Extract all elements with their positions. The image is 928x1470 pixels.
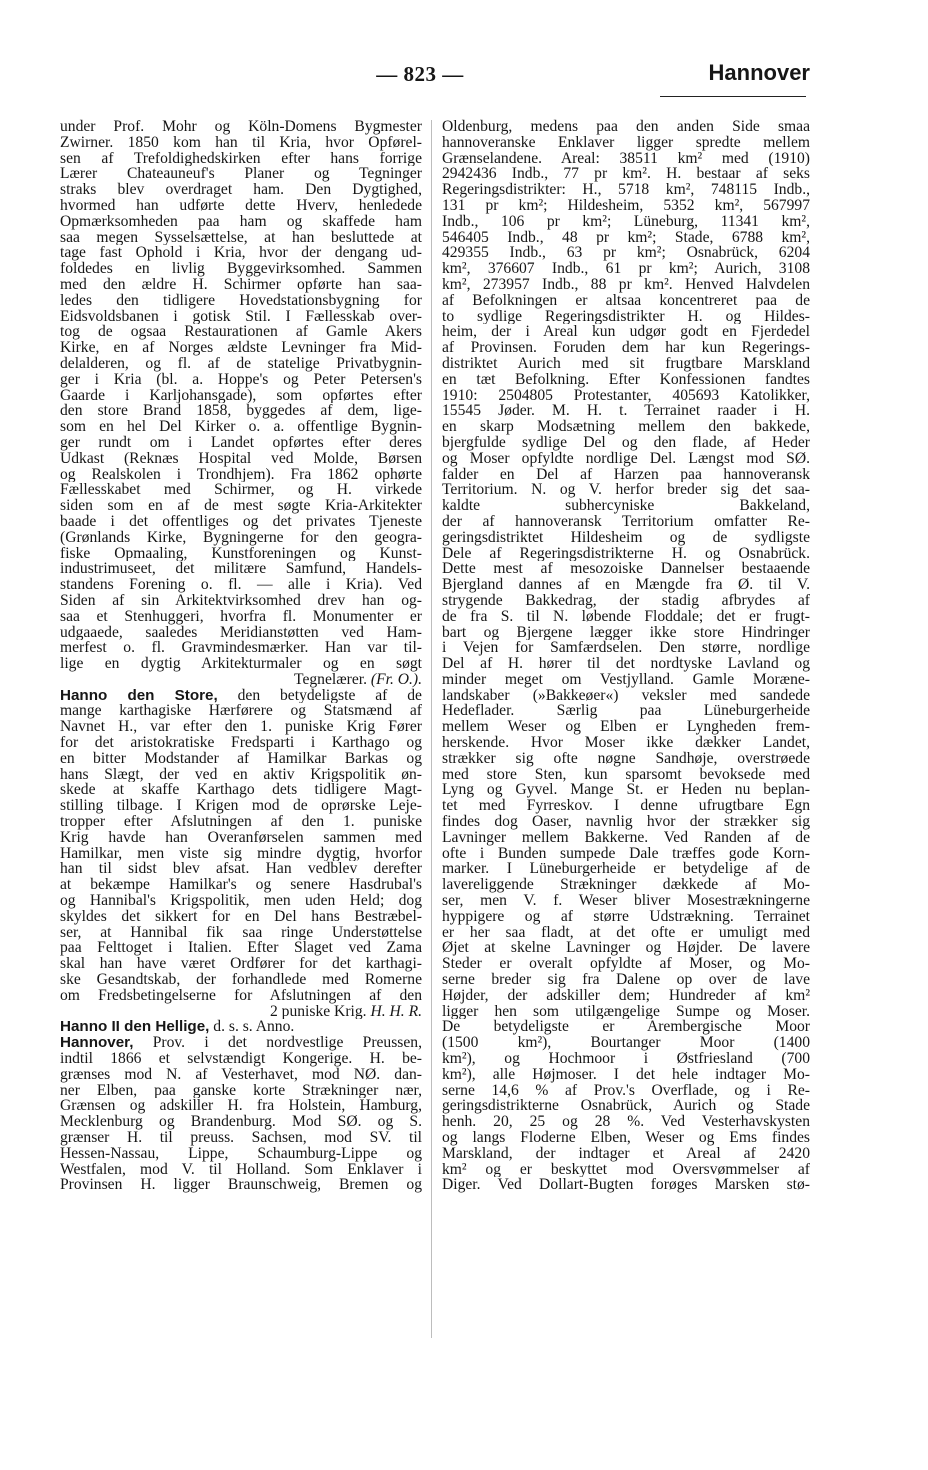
text-line: en skarp Modsætning mellem den bakkede,	[442, 419, 810, 435]
text-line: Grænselandene. Areal: 38511 km² med (1910)	[442, 150, 810, 167]
text-line: serne breder sig fra Dalene op over de lave	[442, 972, 810, 988]
text-line: distriktet Aurich med sit frugtbare Marskland	[442, 355, 810, 372]
text-line: under Prof. Mohr og Köln-Domens Bygmester	[60, 119, 422, 135]
text-line: udgaaede, saaledes Meridianstøtten ved Ham-	[60, 624, 422, 641]
text-line: De betydeligste er Arembergische Moor	[442, 1019, 810, 1036]
text-line: Dette mest af mesozoiske Dannelser bestaaende	[442, 561, 810, 578]
text-line: og Hannibal's Krigspolitik, men uden Held; dog	[60, 893, 422, 909]
text-line: henh. 20, 25 og 28 %. Ved Vesterhavskysten	[442, 1114, 810, 1130]
text-line: (Grønlands Kirke, Bygningerne for den geogra-	[60, 529, 422, 546]
text-line: ger i Kria (bl. a. Hoppe's og Peter Petersen's	[60, 371, 422, 388]
text-line: serne 14,6 % af Prov.'s Overflade, og i Re-	[442, 1082, 810, 1099]
entry-headword: Hannover,	[60, 1035, 134, 1052]
text-line: tet med Fyrreskov. I denne ufrugtbare Egn	[442, 798, 810, 815]
text-line: Mecklenburg og Brandenburg. Mod SØ. og S.	[60, 1114, 422, 1130]
text-line: tropper efter Afslutningen af den 1. puniske	[60, 814, 422, 830]
text-line: heim, der i Areal kun udgør godt en Fjerdedel	[442, 324, 810, 341]
text-line: Oldenburg, medens paa den anden Side smaa	[442, 119, 810, 135]
entry-text: den betydeligste af de	[237, 687, 422, 704]
text-line: ger rundt om i Landet opførtes efter deres	[60, 434, 422, 451]
text-line: som en hel Del Kirker o. a. offentlige Bygnin-	[60, 419, 422, 435]
text-line: saa megen Sysselsættelse, at han besluttede at	[60, 229, 422, 246]
text-line: Diger. Ved Dollart-Bugten forøges Marsken stø-	[442, 1177, 810, 1194]
text-line: er her saa fladt, at det ofte er umuligt med	[442, 924, 810, 941]
text-line: med store Sten, kun sparsomt bevoksede med	[442, 766, 810, 783]
text-line: af Provinsen. Foruden dem har kun Regerings-	[442, 340, 810, 356]
text-line: herskende. Hvor Moser ikke dækker Landet,	[442, 735, 810, 751]
text-line: km², 273957 Indb., 88 pr km². Henved Halvdelen	[442, 276, 810, 293]
text-line: kaldte subhercyniske Bakkeland,	[442, 498, 810, 514]
text-line: km², 376607 Indb., 61 pr km²; Aurich, 3108	[442, 261, 810, 277]
text-line: Udkast (Reknæs Hospital ved Molde, Børsen	[60, 450, 422, 467]
text-line: han til sidst blev afsat. Han vedblev derefter	[60, 861, 422, 878]
text-line: Steder er overalt opfyldte af Moser, og Mo-	[442, 956, 810, 973]
text-line: (1500 km²), Bourtanger Moor (1400	[442, 1035, 810, 1052]
text-line: 546405 Indb., 48 pr km²; Stade, 6788 km²,	[442, 229, 810, 246]
text-line: Dele af Regeringsdistrikterne H. og Osnabrück.	[442, 545, 810, 562]
text-line: med den ældre H. Schirmer opførte han saa-	[60, 276, 422, 293]
entry-headword: Hanno II den Hellige,	[60, 1019, 210, 1036]
right-column	[442, 119, 810, 1193]
text-line: Regeringsdistrikter: H., 5718 km², 748115 Indb.,	[442, 182, 810, 198]
text-line: skal han have været Ordfører for det karthagi-	[60, 956, 422, 973]
text-line: hannoveranske Enklaver ligger spredte mellem	[442, 134, 810, 151]
text-line: de fra S. til N. løbende Floddale; det er frugt-	[442, 608, 810, 625]
text-line: km²), og Hochmoor i Østfriesland (700	[442, 1051, 810, 1067]
text-line: ligger hen som utilgængelige Sumpe og Moser.	[442, 1003, 810, 1020]
text-line: Del af H. hører til det nordtyske Lavland og	[442, 656, 810, 672]
text-line: ske Gesandtskab, der forhandlede med Romerne	[60, 972, 422, 988]
text-line: Højder, der adskiller dem; Hundreder af km²	[442, 987, 810, 1004]
text-line: og langs Floderne Elben, Weser og Ems findes	[442, 1130, 810, 1146]
text-line-signed	[60, 1004, 422, 1020]
text-line: Indb., 106 pr km²; Lüneburg, 11341 km²,	[442, 213, 810, 230]
text-line: Bjergland dannes af en Mængde fra Ø. til V.	[442, 577, 810, 593]
author-signature: (Fr. O.).	[370, 671, 422, 688]
text-line: Fællesskabet med Schirmer, og H. virkede	[60, 482, 422, 499]
text-line: 15545 Jøder. M. H. t. Terrainet raader i H.	[442, 403, 810, 420]
text-line: og Moser opfyldte nordlige Del. Længst mod SØ.	[442, 450, 810, 467]
text-line: Hamilkar, men viste sig mindre dygtig, hvorfor	[60, 845, 422, 862]
text-line: Zwirner. 1850 kom han til Kria, hvor Opførel-	[60, 134, 422, 151]
text-line: bart og Bjergene lægger ikke store Hindringer	[442, 624, 810, 641]
text-line: Lavninger mellem Bakkerne. Ved Randen af de	[442, 829, 810, 846]
text-line: skede at skaffe Karthago dets tidligere Magt-	[60, 782, 422, 799]
text-line: Grænsen og adskiller H. fra Holstein, Hamburg,	[60, 1098, 422, 1115]
entry-first-line	[60, 688, 422, 704]
text-line: at bekæmpe Hamilkar's og senere Hasdrubal's	[60, 877, 422, 894]
text-line: Eidsvoldsbanen i gotisk Stil. I Fællesskab over-	[60, 308, 422, 325]
text-line: en tæt Befolkning. Efter Konfessionen fandtes	[442, 371, 810, 388]
text-line: lige en dygtig Arkitekturmaler og en søgt	[60, 656, 422, 672]
text-line: den store Brand 1858, byggedes af dem, lige-	[60, 403, 422, 420]
text-line: sen af Trefoldighedskirken efter hans forrige	[60, 150, 422, 167]
text-line: Navnet H., var efter den 1. puniske Krig Fører	[60, 719, 422, 736]
entry-text: Prov. i det nordvestlige Preussen,	[152, 1035, 422, 1052]
text-line: landskaber (»Bakkeøer«) veksler med sandede	[442, 687, 810, 704]
text-line: Hedeflader. Særlig paa Lüneburgerheide	[442, 703, 810, 720]
text-line: hvormed han udførte dette Hverv, henledede	[60, 197, 422, 214]
text-line: foldedes en livlig Byggevirksomhed. Sammen	[60, 261, 422, 277]
left-column	[60, 119, 422, 1193]
text-line: Territorium. N. og V. herfor breder sig det saa-	[442, 482, 810, 499]
text-line-signed	[60, 672, 422, 688]
entry-text: d. s. s. Anno.	[213, 1019, 295, 1036]
text-line: Kirke, en af Norges ældste Levninger fra Mid-	[60, 340, 422, 356]
text-line: en bitter Modstander af Hamilkar Barkas og	[60, 750, 422, 767]
text-line: Krig havde han Overanførselen sammen med	[60, 829, 422, 846]
text-line: falder en Del af Harzen paa hannoveransk	[442, 466, 810, 483]
text-line: bjergfulde sydlige Del og den flade, af Heder	[442, 434, 810, 451]
text-line: Gaarde i Karljohansgade), som opførtes efter	[60, 387, 422, 404]
text-line: 2942436 Indb., 77 pr km². H. bestaar af seks	[442, 166, 810, 183]
text-line: ser, at Hannibal fik saa ringe Understøttelse	[60, 924, 422, 941]
entry-headword: Hanno den Store,	[60, 687, 218, 704]
entry-hannover	[60, 1035, 422, 1193]
text-line: tage fast Ophold i Kria, hvor der dengang ud-	[60, 245, 422, 262]
running-head: Hannover	[708, 60, 810, 85]
header-rule	[660, 96, 806, 97]
text-line: i Vejen for Samfærdselen. Den større, nordlige	[442, 640, 810, 657]
text-line: for det aristokratiske Fredsparti i Karthago og	[60, 735, 422, 751]
text-line: fiske Opmaaling, Kunstforeningen og Kunst-	[60, 545, 422, 562]
text-line: findes dog Oaser, navnlig hvor der strækker sig	[442, 814, 810, 830]
entry-hanno-den-store	[60, 688, 422, 1020]
text-line: Marskland, der indtager et Areal af 2420	[442, 1145, 810, 1162]
text-line: ledes den tidligere Hovedstationsbygning for	[60, 292, 422, 309]
text-line: mellem Weser og Elben er Lyngheden frem-	[442, 719, 810, 736]
text-line: saa et Stenhuggeri, hvorfra fl. Monumenter er	[60, 608, 422, 625]
text-line: hans Slægt, der ved en aktiv Krigspolitik øn-	[60, 766, 422, 783]
text-line: ofte i Bunden sumpede Dale træffes gode Korn-	[442, 845, 810, 862]
text-line: tog de ogsaa Restaurationen af Gamle Akers	[60, 324, 422, 341]
text-line: grænses mod N. af Vesterhavet, mod NØ. dan-	[60, 1066, 422, 1083]
text-line: delalderen, og fl. af de statelige Privatbygnin-	[60, 355, 422, 372]
text-line: straks blev overdraget ham. Den Dygtighed,	[60, 182, 422, 198]
entry-first-line	[60, 1019, 422, 1035]
text-line: Øjet at skelne Lavninger og Højder. De lavere	[442, 940, 810, 957]
text-line: strækker sig ofte nøgne Sandhøje, overstrøede	[442, 750, 810, 767]
text-line: Lyng og Gyvel. Mange St. er Heden nu beplan-	[442, 782, 810, 799]
page-number: — 823 —	[376, 62, 464, 86]
text-line: merfest o. fl. Gravmindesmærker. Han var til-	[60, 640, 422, 657]
text-line: Hessen-Nassau, Lippe, Schaumburg-Lippe og	[60, 1145, 422, 1162]
text-line: af Befolkningen er altsaa koncentreret paa de	[442, 292, 810, 309]
text-line: ser, men V. f. Weser bliver Mosestrækningerne	[442, 893, 810, 909]
text-line: marker. I Lüneburgerheide er betydelige af de	[442, 861, 810, 878]
text-line: ner Elben, paa ganske korte Strækninger nær,	[60, 1082, 422, 1099]
text-line-end: Tegnelærer.	[294, 671, 367, 688]
entry-hanno-ii	[60, 1019, 422, 1035]
text-line: 1910: 2504805 Protestanter, 405693 Katolikker,	[442, 387, 810, 404]
intro-paragraph	[60, 119, 422, 688]
text-line: geringsdistriktet Hildesheim og de sydligste	[442, 529, 810, 546]
text-line: og Realskolen i Trondhjem). Fra 1862 ophørte	[60, 466, 422, 483]
text-line: 131 pr km²; Hildesheim, 5352 km², 567997	[442, 197, 810, 214]
text-line: km²), alle Højmoser. I det hele indtager Mo-	[442, 1066, 810, 1083]
text-line: industrimuseet, det militære Samfund, Handels-	[60, 561, 422, 578]
text-line: Provinsen H. ligger Braunschweig, Bremen og	[60, 1177, 422, 1194]
text-line: minder meget om Vestjylland. Gamle Moræne-	[442, 671, 810, 688]
text-line: paa Felttoget i Italien. Efter Slaget ved Zama	[60, 940, 422, 957]
text-line: 429355 Indb., 63 pr km²; Osnabrück, 6204	[442, 245, 810, 262]
text-line: Opmærksomheden paa ham og skaffede ham	[60, 213, 422, 230]
text-line: geringsdistrikterne Osnabrück, Aurich og Stade	[442, 1098, 810, 1115]
text-line: siden som en af de mest søgte Kria-Arkitekter	[60, 498, 422, 514]
text-line: Lærer Chateauneuf's Planer og Tegninger	[60, 166, 422, 183]
text-line: indtil 1866 et selvstændigt Kongerige. H. be-	[60, 1051, 422, 1067]
text-line: strygende Bakkedrag, der stadig afbrydes af	[442, 592, 810, 609]
text-line-end: 2 puniske Krig.	[269, 1003, 367, 1020]
text-line: Westfalen, mod V. til Holland. Som Enklaver i	[60, 1161, 422, 1178]
text-line: mange karthagiske Hærførere og Statsmænd af	[60, 703, 422, 720]
text-line: grænser H. til preuss. Sachsen, mod SV. til	[60, 1130, 422, 1146]
text-line: Siden af sin Arkitektvirksomhed drev han og-	[60, 592, 422, 609]
text-line: km² og er beskyttet mod Oversvømmelser af	[442, 1161, 810, 1178]
text-line: om Fredsbetingelserne for Afslutningen af den	[60, 987, 422, 1004]
text-line: skyldes det sikkert for en Del hans Bestræbel-	[60, 908, 422, 925]
text-line: lavereliggende Strækninger dækkede af Mo-	[442, 877, 810, 894]
column-divider	[431, 120, 432, 1338]
text-line: to sydlige Regeringsdistrikter H. og Hildes-	[442, 308, 810, 325]
text-line: stilling tilbage. I Krigen mod de oprørske Leje-	[60, 798, 422, 815]
entry-first-line	[60, 1035, 422, 1051]
text-line: hyppigere og af større Udstrækning. Terrainet	[442, 908, 810, 925]
text-line: standens Forening o. fl. — alle i Kria). Ved	[60, 577, 422, 593]
text-line: baade i det offentliges og det privates Tjeneste	[60, 513, 422, 530]
author-signature: H. H. R.	[370, 1003, 422, 1020]
text-line: der af hannoveransk Territorium omfatter Re-	[442, 513, 810, 530]
